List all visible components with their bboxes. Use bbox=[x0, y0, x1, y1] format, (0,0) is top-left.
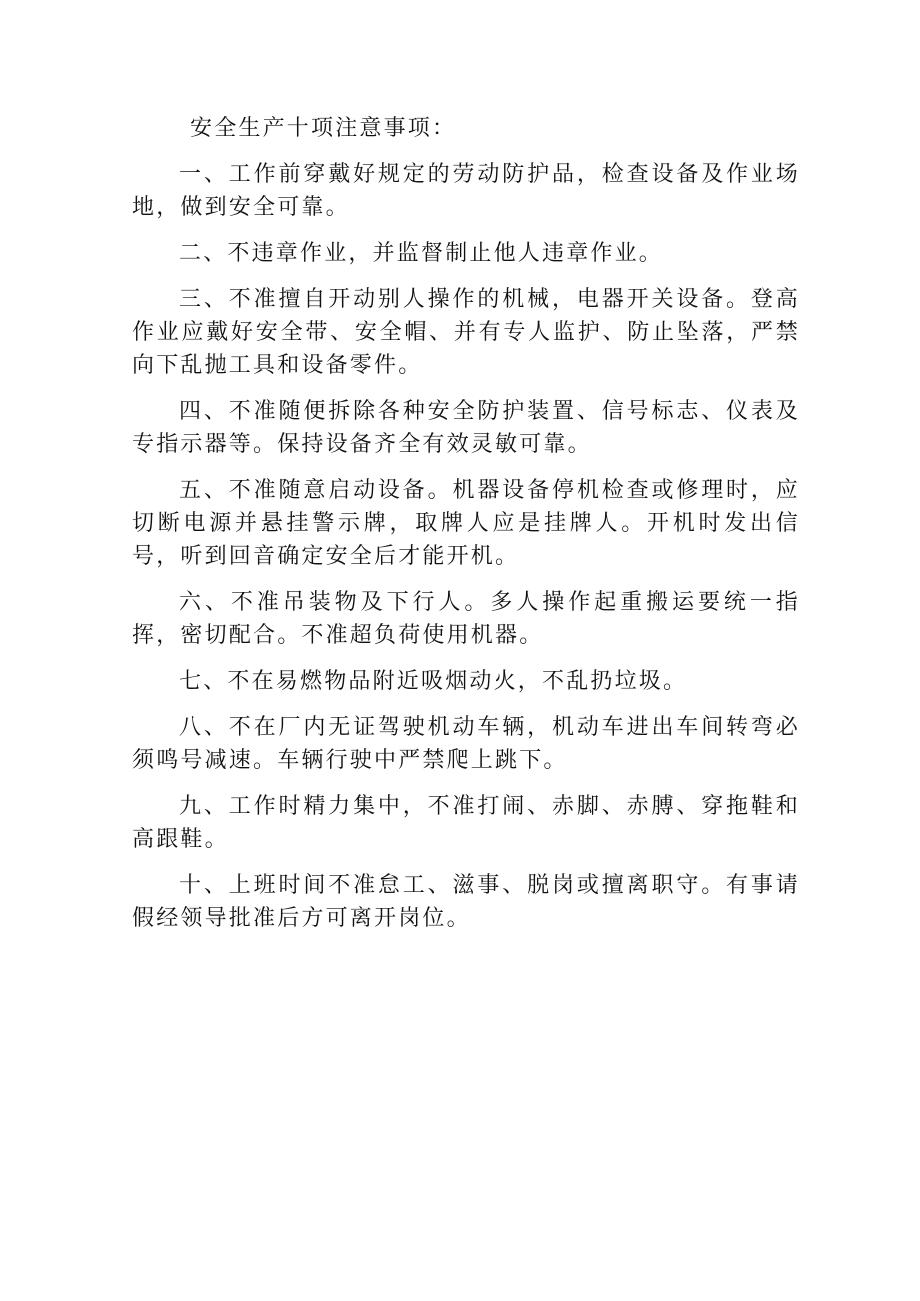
rule-item-8: 八、不在厂内无证驾驶机动车辆，机动车进出车间转弯必须鸣号减速。车辆行驶中严禁爬上跳下。 bbox=[132, 715, 800, 773]
rule-item-7: 七、不在易燃物品附近吸烟动火，不乱扔垃圾。 bbox=[179, 669, 688, 694]
rule-item-6: 六、不准吊装物及下行人。多人操作起重搬运要统一指挥，密切配合。不准超负荷使用机器。 bbox=[132, 590, 800, 648]
rule-item-4: 四、不准随便拆除各种安全防护装置、信号标志、仪表及专指示器等。保持设备齐全有效灵敏可靠。 bbox=[132, 399, 800, 457]
rule-item-10: 十、上班时间不准怠工、滋事、脱岗或擅离职守。有事请假经领导批准后方可离开岗位。 bbox=[132, 873, 800, 931]
rule-item-5: 五、不准随意启动设备。机器设备停机检查或修理时，应切断电源并悬挂警示牌，取牌人应是挂牌人。开机时发出信号，听到回音确定安全后才能开机。 bbox=[132, 478, 800, 569]
rule-item-2: 二、不违章作业，并监督制止他人违章作业。 bbox=[179, 241, 664, 266]
document-body bbox=[132, 112, 800, 948]
rule-item-1: 一、工作前穿戴好规定的劳动防护品，检查设备及作业场地，做到安全可靠。 bbox=[132, 162, 800, 220]
document-heading: 安全生产十项注意事项： bbox=[190, 116, 457, 141]
rule-item-3: 三、不准擅自开动别人操作的机械，电器开关设备。登高作业应戴好安全带、安全帽、并有专人监护、防止坠落，严禁向下乱抛工具和设备零件。 bbox=[132, 287, 800, 378]
rule-item-9: 九、工作时精力集中，不准打闹、赤脚、赤膊、穿拖鞋和高跟鞋。 bbox=[132, 794, 800, 852]
